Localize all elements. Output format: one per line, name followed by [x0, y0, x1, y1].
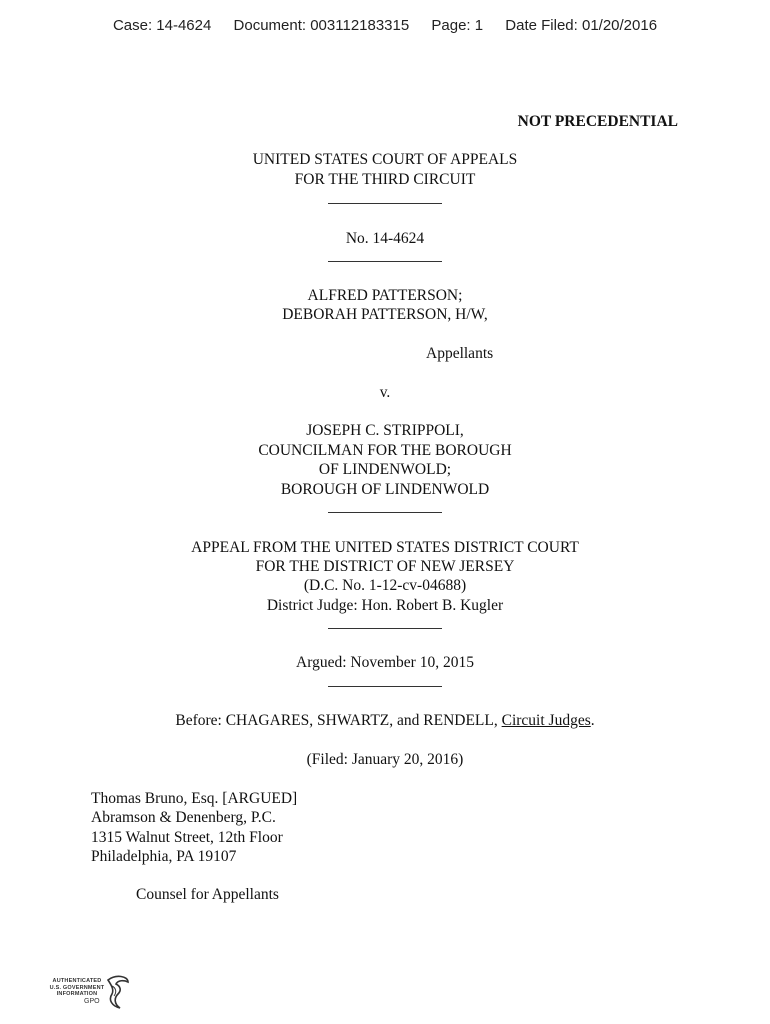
- panel-judges: [0, 711, 770, 730]
- gpo-logo-line1: AUTHENTICATED: [52, 978, 102, 984]
- gpo-logo-mark: GPO: [84, 998, 100, 1005]
- appeal-line1: APPEAL FROM THE UNITED STATES DISTRICT COURT: [191, 539, 579, 556]
- panel-judges-prefix: Before: CHAGARES, SHWARTZ, and RENDELL,: [175, 712, 502, 729]
- precedential-status: NOT PRECEDENTIAL: [517, 113, 678, 130]
- counsel-role: Counsel for Appellants: [136, 886, 279, 903]
- panel-judges-title: Circuit Judges: [501, 712, 591, 729]
- gpo-logo-text: [44, 978, 110, 998]
- date-filed-header: Date Filed: 01/20/2016: [505, 17, 658, 34]
- eagle-icon: [102, 974, 132, 1014]
- gpo-logo-line2: U.S. GOVERNMENT: [49, 984, 105, 991]
- appellants-role: Appellants: [426, 345, 494, 362]
- divider: [0, 248, 770, 267]
- document-number-header: Document: 003112183315: [233, 17, 410, 34]
- counsel-line3: 1315 Walnut Street, 12th Floor: [91, 829, 283, 846]
- filing-header: [0, 17, 770, 34]
- court-name-line1: UNITED STATES COURT OF APPEALS: [252, 151, 518, 168]
- divider: [0, 673, 770, 692]
- appellant-line2: DEBORAH PATTERSON, H/W,: [282, 306, 488, 323]
- case-number-header: Case: 14-4624: [112, 17, 212, 34]
- page-number-header: Page: 1: [431, 17, 484, 34]
- gpo-logo-line3: INFORMATION: [56, 991, 98, 997]
- court-name-line2: FOR THE THIRD CIRCUIT: [294, 171, 476, 188]
- versus: v.: [379, 384, 391, 401]
- appeal-line3: (D.C. No. 1-12-cv-04688): [303, 577, 467, 594]
- divider: [0, 615, 770, 634]
- appeal-line4: District Judge: Hon. Robert B. Kugler: [266, 597, 504, 614]
- counsel-line1: Thomas Bruno, Esq. [ARGUED]: [91, 790, 298, 807]
- appellee-line2: COUNCILMAN FOR THE BOROUGH: [258, 442, 512, 459]
- filed-date: (Filed: January 20, 2016): [306, 751, 464, 768]
- argued-date: Argued: November 10, 2015: [296, 654, 474, 671]
- appellee-line1: JOSEPH C. STRIPPOLI,: [306, 422, 464, 439]
- divider: [0, 190, 770, 209]
- counsel-line4: Philadelphia, PA 19107: [91, 848, 237, 865]
- appellant-line1: ALFRED PATTERSON;: [307, 287, 463, 304]
- docket-number: No. 14-4624: [345, 230, 425, 247]
- gpo-authentication-logo: [44, 974, 134, 1018]
- divider: [0, 499, 770, 518]
- panel-judges-suffix: .: [590, 712, 595, 729]
- appellee-line4: BOROUGH OF LINDENWOLD: [280, 481, 490, 498]
- counsel-line2: Abramson & Denenberg, P.C.: [91, 809, 276, 826]
- appeal-line2: FOR THE DISTRICT OF NEW JERSEY: [255, 558, 515, 575]
- appellee-line3: OF LINDENWOLD;: [318, 461, 452, 478]
